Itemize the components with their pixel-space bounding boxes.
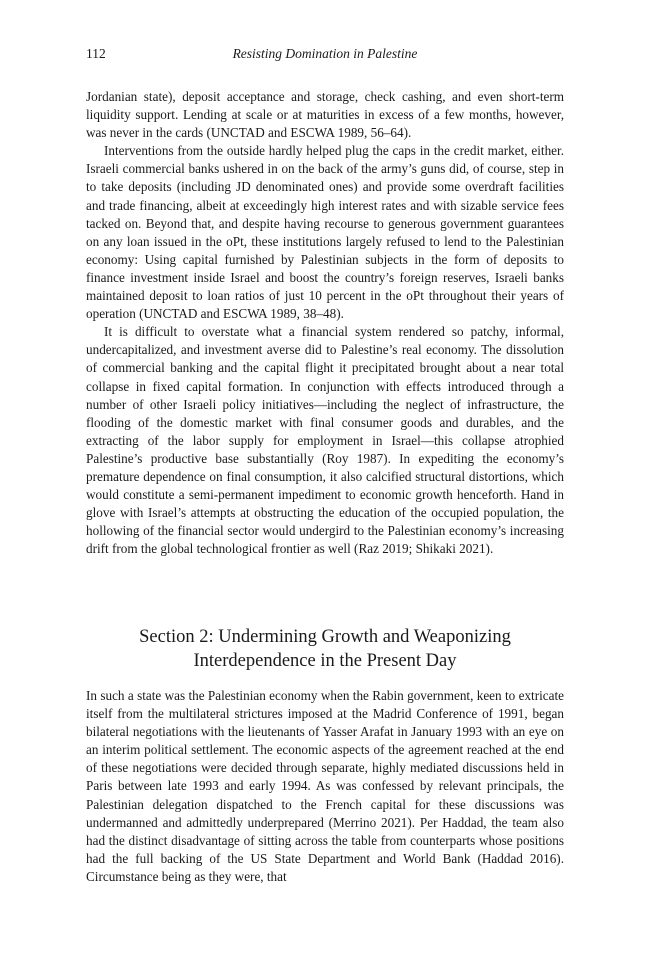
running-title: Resisting Domination in Palestine xyxy=(232,46,418,61)
running-head xyxy=(86,44,564,64)
paragraph: It is difficult to overstate what a financial system rendered so patchy, informal, undercapitalized, and investment averse did to Palestine’s real economy. The dissolution of commercial banking and the capital flight it precipitated brought about a near total collapse in fixed capital formation. In conjunction with effects introduced through a number of other Israeli policy initiatives—including the neglect of infrastructure, the flooding of the domestic market with final consumer goods and durables, and the extracting of the labor supply for employment in Israel—this collapse atrophied Palestine’s productive base substantially (Roy 1987). In expediting the economy’s premature dependence on final consumption, it also calcified structural distortions, which would constitute a semi-permanent impediment to economic growth henceforth. Hand in glove with Israel’s attempts at obstructing the education of the occupied population, the hollowing of the financial sector would undergird to the Palestinian economy’s increasing drift from the global technological frontier as well (Raz 2019; Shikaki 2021). xyxy=(86,324,564,557)
paragraph: In such a state was the Palestinian economy when the Rabin government, keen to extricate itself from the multilateral strictures imposed at the Madrid Conference of 1991, began bilateral negotiations with the lieutenants of Yasser Arafat in January 1993 with an eye on an interim political settlement. The economic aspects of the agreement reached at the end of these negotiations were decided through separate, highly mediated discussions held in Paris between late 1993 and early 1994. As was confessed by relevant principals, the Palestinian delegation dispatched to the French capital for these discussions was undermanned and admittedly underprepared (Merrino 2021). Per Haddad, the team also had the distinct disadvantage of sitting across the table from counterparts whose positions had the full backing of the US State Department and World Bank (Haddad 2016). Circumstance being as they were, that xyxy=(86,688,564,884)
body-text-after-section xyxy=(86,687,564,886)
page-number: 112 xyxy=(86,46,106,61)
section-heading-line: Section 2: Undermining Growth and Weaponizing xyxy=(139,627,511,647)
section-heading-line: Interdependence in the Present Day xyxy=(193,651,457,671)
paragraph: Interventions from the outside hardly helped plug the caps in the credit market, either. Israeli commercial banks ushered in on the back of the army’s guns did, of course, step in to take deposits (including JD denominated ones) and provide some overdraft facilities and trade financing, albeit at exceedingly high interest rates and with sizable service fees tacked on. Beyond that, and despite having recourse to generous government guarantees on any loan issued in the oPt, these institutions largely refused to lend to the Palestinian economy: Using capital furnished by Palestinian subjects in the form of deposits to finance investment inside Israel and boost the country’s foreign reserves, Israeli banks maintained deposit to loan ratios of just 10 percent in the oPt throughout their years of operation (UNCTAD and ESCWA 1989, 38–48). xyxy=(86,143,564,322)
body-text-before-section xyxy=(86,88,564,558)
paragraph: Jordanian state), deposit acceptance and storage, check cashing, and even short-term liquidity support. Lending at scale or at maturities in excess of a few months, however, was never in the cards (UNCTAD and ESCWA 1989, 56–64). xyxy=(86,89,564,141)
section-heading xyxy=(86,625,564,673)
